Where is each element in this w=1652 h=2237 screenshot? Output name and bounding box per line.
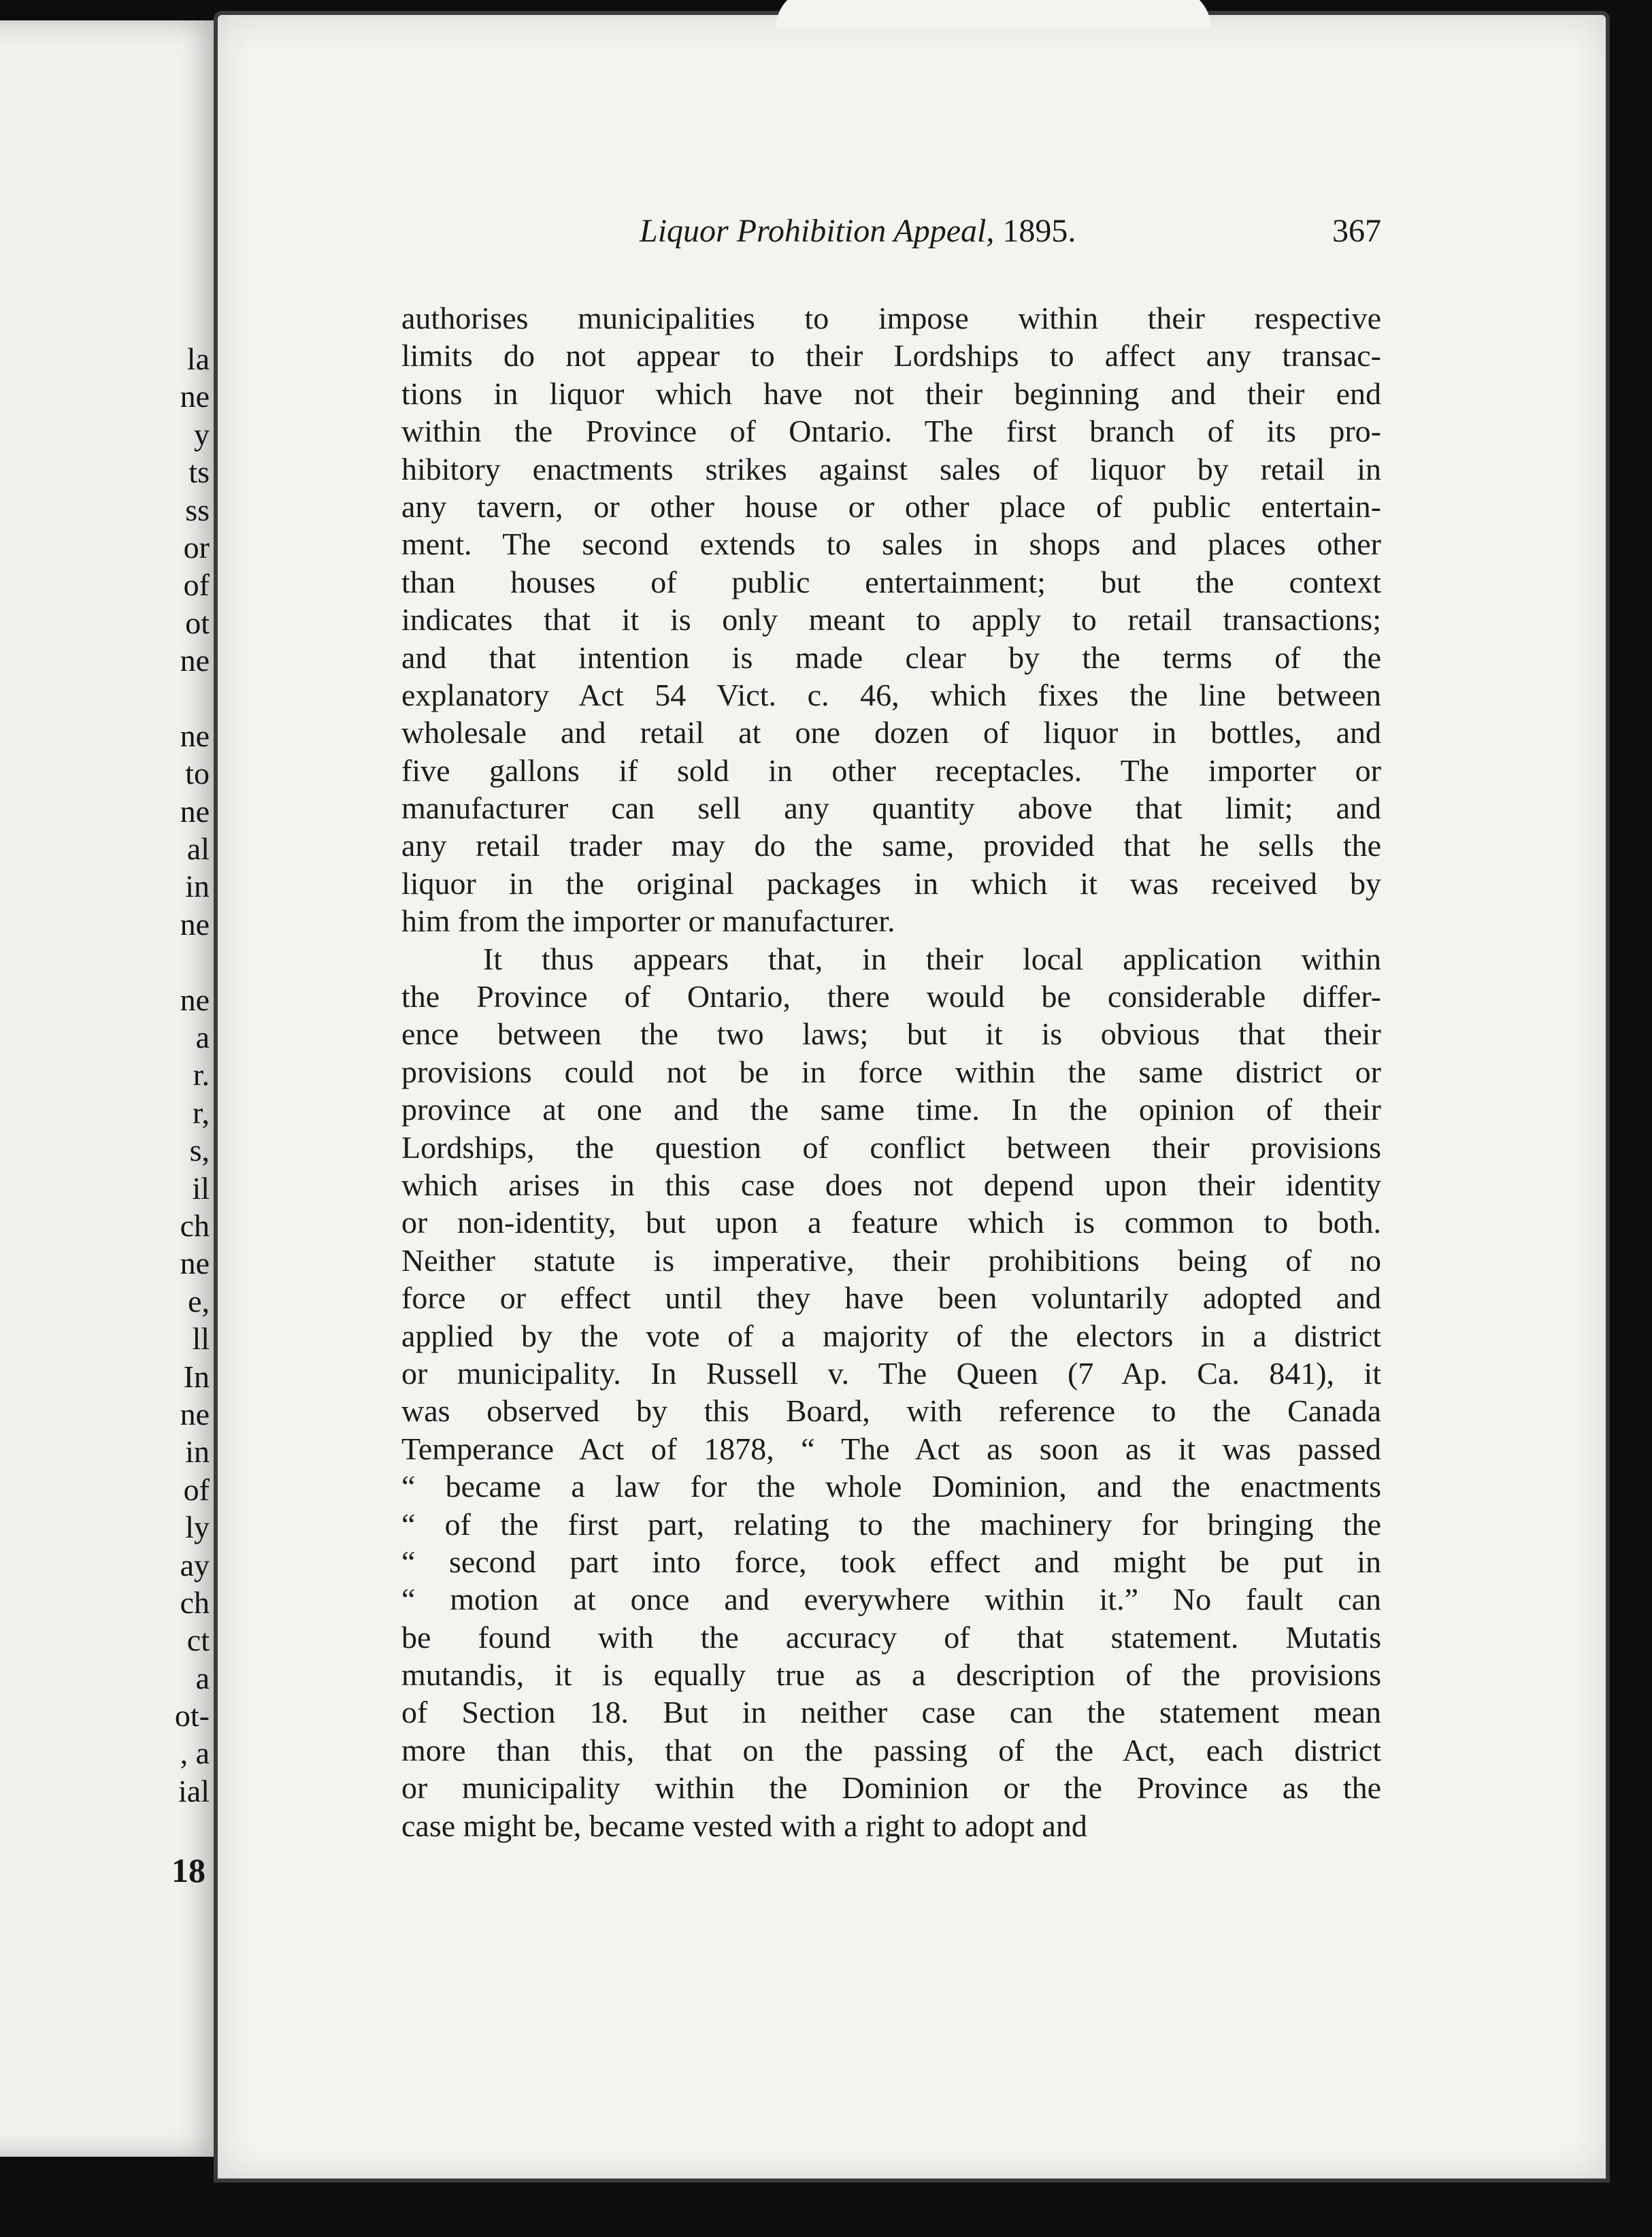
left-page-fragment: ay — [180, 1547, 210, 1583]
left-page-fragment — [101, 943, 210, 980]
text-line: mutandis, it is equally true as a description of the provisions — [401, 1657, 1381, 1693]
left-page-fragment: ts — [188, 454, 210, 490]
text-line: or municipality within the Dominion or the Province as the — [401, 1770, 1381, 1806]
left-page-fragment: to — [185, 756, 210, 791]
left-page-fragment: ll — [192, 1321, 210, 1357]
text-line: limits do not appear to their Lordships to affect any transac- — [401, 338, 1381, 374]
text-line: explanatory Act 54 Vict. c. 46, which fixes the line between — [401, 677, 1381, 712]
text-line: than houses of public entertainment; but the context — [401, 564, 1381, 599]
text-line: ence between the two laws; but it is obvious that their — [401, 1016, 1381, 1052]
left-page-fragment: in — [185, 1434, 210, 1470]
text-line: Lordships, the question of conflict between their provisions — [401, 1129, 1381, 1165]
left-page-fragment: il — [192, 1170, 210, 1206]
left-page-fragment: la — [186, 342, 210, 376]
left-page-fragment: ne — [180, 906, 210, 942]
left-page-fragment: r, — [193, 1095, 210, 1130]
left-page-text-fragments — [101, 340, 210, 1810]
left-page-fragment: In — [183, 1359, 210, 1394]
text-line: within the Province of Ontario. The first branch of its pro- — [401, 414, 1381, 449]
left-page-fragment: ot — [185, 605, 210, 640]
left-page-fragment: ct — [186, 1623, 210, 1658]
left-page-fragment: a — [195, 1660, 210, 1695]
left-page-fragment: s, — [189, 1133, 210, 1168]
body-text — [401, 299, 1381, 1844]
page-number: 367 — [1332, 213, 1381, 249]
left-page-fragment: ne — [180, 643, 210, 678]
text-line: more than this, that on the passing of the Act, each district — [401, 1732, 1381, 1768]
left-page-fragment: ial — [178, 1773, 210, 1808]
running-title — [640, 212, 1076, 250]
text-line: any tavern, or other house or other place of public entertain- — [401, 488, 1381, 524]
text-line: applied by the vote of a majority of the electors in a district — [401, 1318, 1381, 1353]
text-line: force or effect until they have been voluntarily adopted and — [401, 1280, 1381, 1316]
left-page-fragment: ly — [185, 1510, 210, 1545]
text-line: wholesale and retail at one dozen of liquor in bottles, and — [401, 715, 1381, 750]
left-page-fragment: y — [194, 416, 210, 452]
text-line: ment. The second extends to sales in shops and places other — [401, 527, 1381, 562]
left-page-fragment: ne — [180, 982, 210, 1017]
left-page-fragment: or — [183, 529, 210, 565]
left-page-fragment — [101, 680, 210, 717]
left-page-edge — [0, 20, 223, 2157]
text-line: provisions could not be in force within the same district or — [401, 1054, 1381, 1089]
left-page-fragment: ne — [180, 1246, 210, 1281]
left-page-fragment: ne — [180, 379, 210, 414]
text-line: the Province of Ontario, there would be considerable differ- — [401, 979, 1381, 1014]
text-line: of Section 18. But in neither case can the statement mean — [401, 1695, 1381, 1730]
text-line: and that intention is made clear by the terms of the — [401, 640, 1381, 675]
text-line: was observed by this Board, with reference to the Canada — [401, 1393, 1381, 1429]
text-line: case might be, became vested with a right to adopt and — [401, 1808, 1087, 1843]
left-page-fragment: ch — [180, 1585, 210, 1620]
running-title-year: 1895. — [994, 213, 1076, 249]
running-title-italic: Liquor Prohibition Appeal, — [640, 213, 995, 249]
paragraph-2 — [401, 940, 1381, 1844]
text-line: tions in liquor which have not their beginning and their end — [401, 376, 1381, 411]
text-line: hibitory enactments strikes against sales of liquor by retail in — [401, 451, 1381, 486]
text-line: It thus appears that, in their local application within — [483, 941, 1381, 976]
page-top-notch — [776, 0, 1211, 29]
left-page-fragment: , a — [180, 1736, 210, 1771]
left-page-fragment: ot- — [174, 1698, 210, 1734]
text-line: liquor in the original packages in which it was received by — [401, 865, 1381, 901]
text-line: “ second part into force, took effect and might be put in — [401, 1544, 1381, 1579]
paragraph-1 — [401, 299, 1381, 940]
left-page-fragment: al — [186, 831, 210, 867]
text-line: “ of the first part, relating to the machinery for bringing the — [401, 1506, 1381, 1542]
text-line: province at one and the same time. In the opinion of their — [401, 1092, 1381, 1127]
text-line: or non-identity, but upon a feature which is common to both. — [401, 1205, 1381, 1240]
left-page-fragment: ne — [180, 1396, 210, 1431]
left-page-fragment: ch — [180, 1208, 210, 1243]
left-page-fragment: r. — [193, 1057, 210, 1093]
text-line: indicates that it is only meant to apply to retail transactions; — [401, 602, 1381, 637]
left-page-fragment: of — [183, 567, 210, 603]
text-line: any retail trader may do the same, provided that he sells the — [401, 828, 1381, 863]
text-line: Temperance Act of 1878, “ The Act as soon as it was passed — [401, 1431, 1381, 1466]
text-line: “ became a law for the whole Dominion, and the enactments — [401, 1469, 1381, 1504]
text-line: which arises in this case does not depend upon their identity — [401, 1167, 1381, 1202]
left-page-fragment: ne — [180, 793, 210, 829]
left-page-fragment: e, — [188, 1283, 210, 1319]
text-line: “ motion at once and everywhere within it.” No fault can — [401, 1582, 1381, 1617]
text-line: him from the importer or manufacturer. — [401, 904, 895, 939]
text-line: or municipality. In Russell v. The Queen (7 Ap. Ca. 841), it — [401, 1355, 1381, 1391]
left-page-fragment: ne — [180, 718, 210, 753]
left-page-fragment: in — [185, 869, 210, 904]
text-line: be found with the accuracy of that statement. Mutatis — [401, 1619, 1381, 1655]
running-head — [415, 212, 1381, 260]
left-page-fragment: ss — [185, 492, 210, 527]
left-page-fragment: of — [183, 1472, 210, 1507]
left-page-fragment: a — [195, 1020, 210, 1055]
text-line: manufacturer can sell any quantity above that limit; and — [401, 791, 1381, 826]
text-line: five gallons if sold in other receptacles. The importer or — [401, 752, 1381, 788]
text-line: authorises municipalities to impose within their respective — [401, 301, 1381, 335]
text-line: Neither statute is imperative, their prohibitions being of no — [401, 1242, 1381, 1278]
left-page-folio: 18 — [171, 1851, 205, 1889]
